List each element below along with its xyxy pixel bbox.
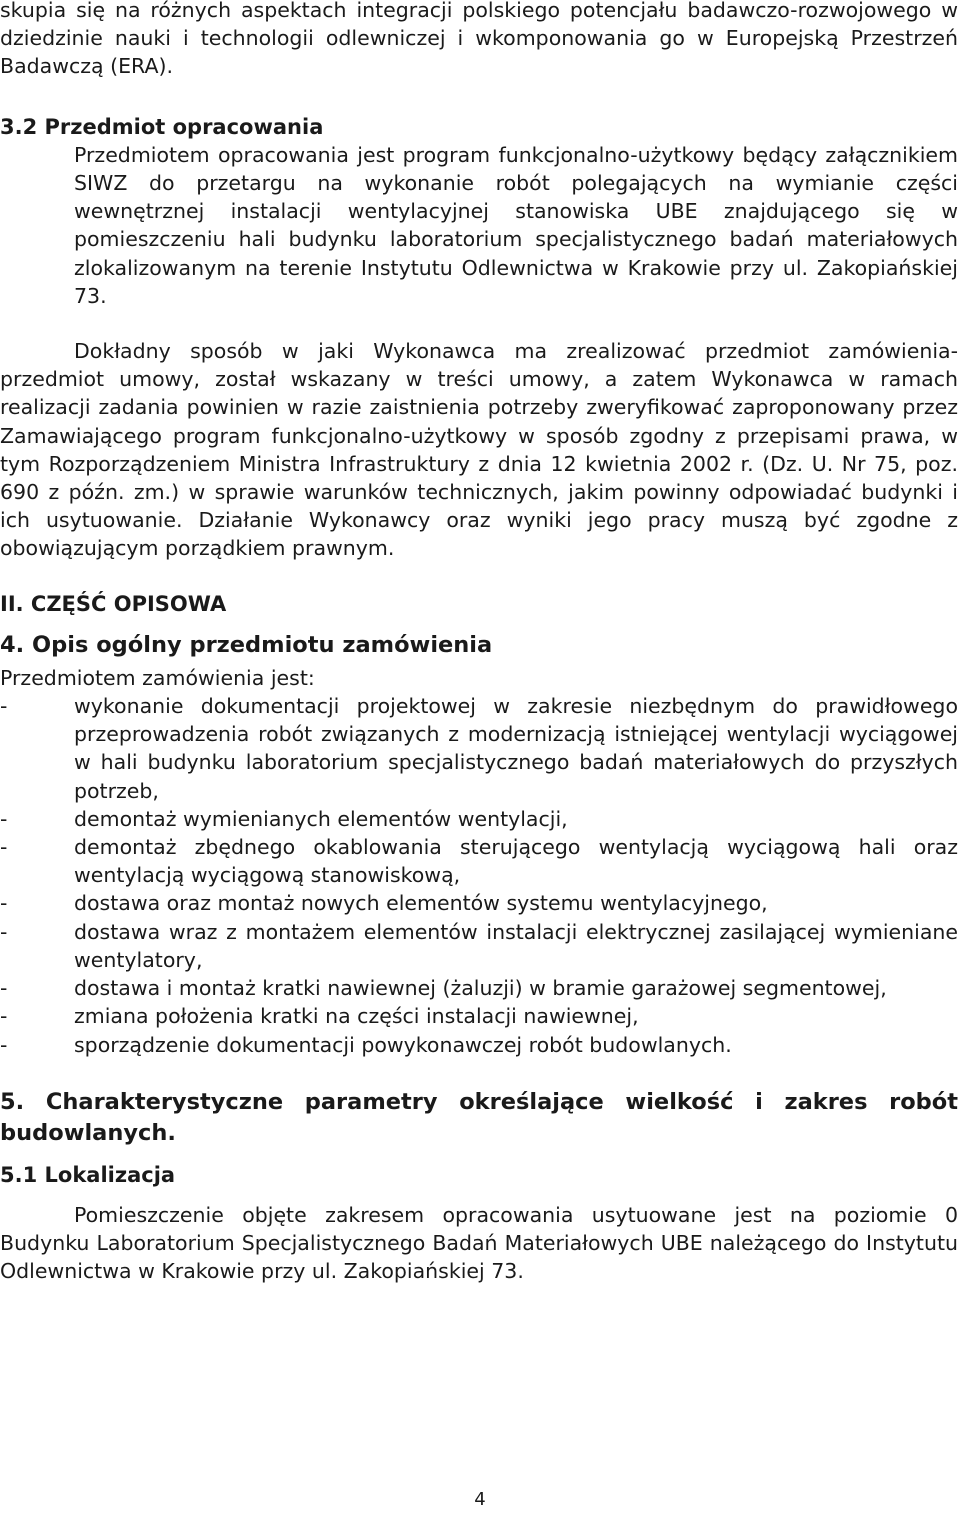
section-4-heading: 4. Opis ogólny przedmiotu zamówienia — [0, 631, 493, 658]
list-item — [0, 974, 958, 1002]
list-item — [0, 692, 958, 805]
section-3-2-paragraph-2: Dokładny sposób w jaki Wykonawca ma zrealizować przedmiot zamówienia-przedmiot umowy, został wskazany w treści umowy, a zatem Wykonawca w ramach realizacji zadania powinien w razie zaistnienia potrzeby zweryfikować zaproponowany przez Zamawiającego program funkcjonalno-użytkowy w sposób zgodny z przepisami prawa, w tym Rozporządzeniem Ministra Infrastruktury z dnia 12 kwietnia 2002 r. (Dz. U. Nr 75, poz. 690 z późn. zm.) w sprawie warunków technicznych, jakim powinny odpowiadać budynki i ich usytuowanie. Działanie Wykonawcy oraz wyniki jego pracy muszą być zgodne z obowiązującym porządkiem prawnym. — [0, 339, 958, 561]
list-bullet: - — [0, 835, 8, 860]
list-bullet: - — [0, 694, 8, 719]
list-item-text: demontaż wymienianych elementów wentylacji, — [74, 806, 568, 831]
list-item — [0, 805, 958, 833]
list-item-text: sporządzenie dokumentacji powykonawczej robót budowlanych. — [74, 1032, 732, 1057]
list-bullet: - — [0, 919, 8, 944]
list-item-text: demontaż zbędnego okablowania sterującego wentylacją wyciągową hali oraz wentylacją wyciągową stanowiskową, — [74, 835, 958, 888]
list-item — [0, 918, 958, 974]
section-5-1-paragraph: Pomieszczenie objęte zakresem opracowania usytuowane jest na poziomie 0 Budynku Laboratorium Specjalistycznego Badań Materiałowych UBE należącego do Instytutu Odlewnictwa w Krakowie przy ul. Zakopiańskiej 73. — [0, 1202, 958, 1284]
part-2-heading: II. CZĘŚĆ OPISOWA — [0, 591, 227, 616]
list-item — [0, 1031, 958, 1059]
list-item — [0, 1002, 958, 1030]
list-item-text: zmiana położenia kratki na części instalacji nawiewnej, — [74, 1004, 639, 1029]
section-3-2-paragraph-1: Przedmiotem opracowania jest program funkcjonalno-użytkowy będący załącznikiem SIWZ do przetargu na wykonanie robót polegających na wymianie części wewnętrznej instalacji wentylacyjnej stanowiska UBE znajdującego się w pomieszczeniu hali budynku laboratorium specjalistycznego badań materiałowych zlokalizowanym na terenie Instytutu Odlewnictwa w Krakowie przy ul. Zakopiańskiej 73. — [74, 142, 958, 308]
list-item — [0, 833, 958, 889]
list-item — [0, 889, 958, 917]
section-5-1-heading: 5.1 Lokalizacja — [0, 1162, 176, 1187]
page-number: 4 — [474, 1489, 486, 1510]
list-bullet: - — [0, 1004, 8, 1029]
list-bullet: - — [0, 891, 8, 916]
section-4-lead: Przedmiotem zamówienia jest: — [0, 665, 315, 690]
section-3-2-heading: 3.2 Przedmiot opracowania — [0, 114, 324, 139]
intro-paragraph-tail: skupia się na różnych aspektach integracji polskiego potencjału badawczo-rozwojowego w dziedzinie nauki i technologii odlewniczej i wkomponowania go w Europejską Przestrzeń Badawczą (ERA). — [0, 0, 958, 79]
section-5-heading: 5. Charakterystyczne parametry określające wielkość i zakres robót budowlanych. — [0, 1088, 958, 1146]
list-bullet: - — [0, 976, 8, 1001]
scope-list — [0, 692, 958, 1059]
list-item-text: dostawa oraz montaż nowych elementów systemu wentylacyjnego, — [74, 891, 768, 916]
list-item-text: dostawa i montaż kratki nawiewnej (żaluzji) w bramie garażowej segmentowej, — [74, 976, 887, 1001]
list-bullet: - — [0, 806, 8, 831]
list-item-text: dostawa wraz z montażem elementów instalacji elektrycznej zasilającej wymieniane wentylatory, — [74, 919, 958, 972]
list-item-text: wykonanie dokumentacji projektowej w zakresie niezbędnym do prawidłowego przeprowadzenia robót związanych z modernizacją istniejącej wentylacji wyciągowej w hali budynku laboratorium specjalistycznego badań materiałowych do przyszłych potrzeb, — [74, 694, 958, 803]
list-bullet: - — [0, 1032, 8, 1057]
